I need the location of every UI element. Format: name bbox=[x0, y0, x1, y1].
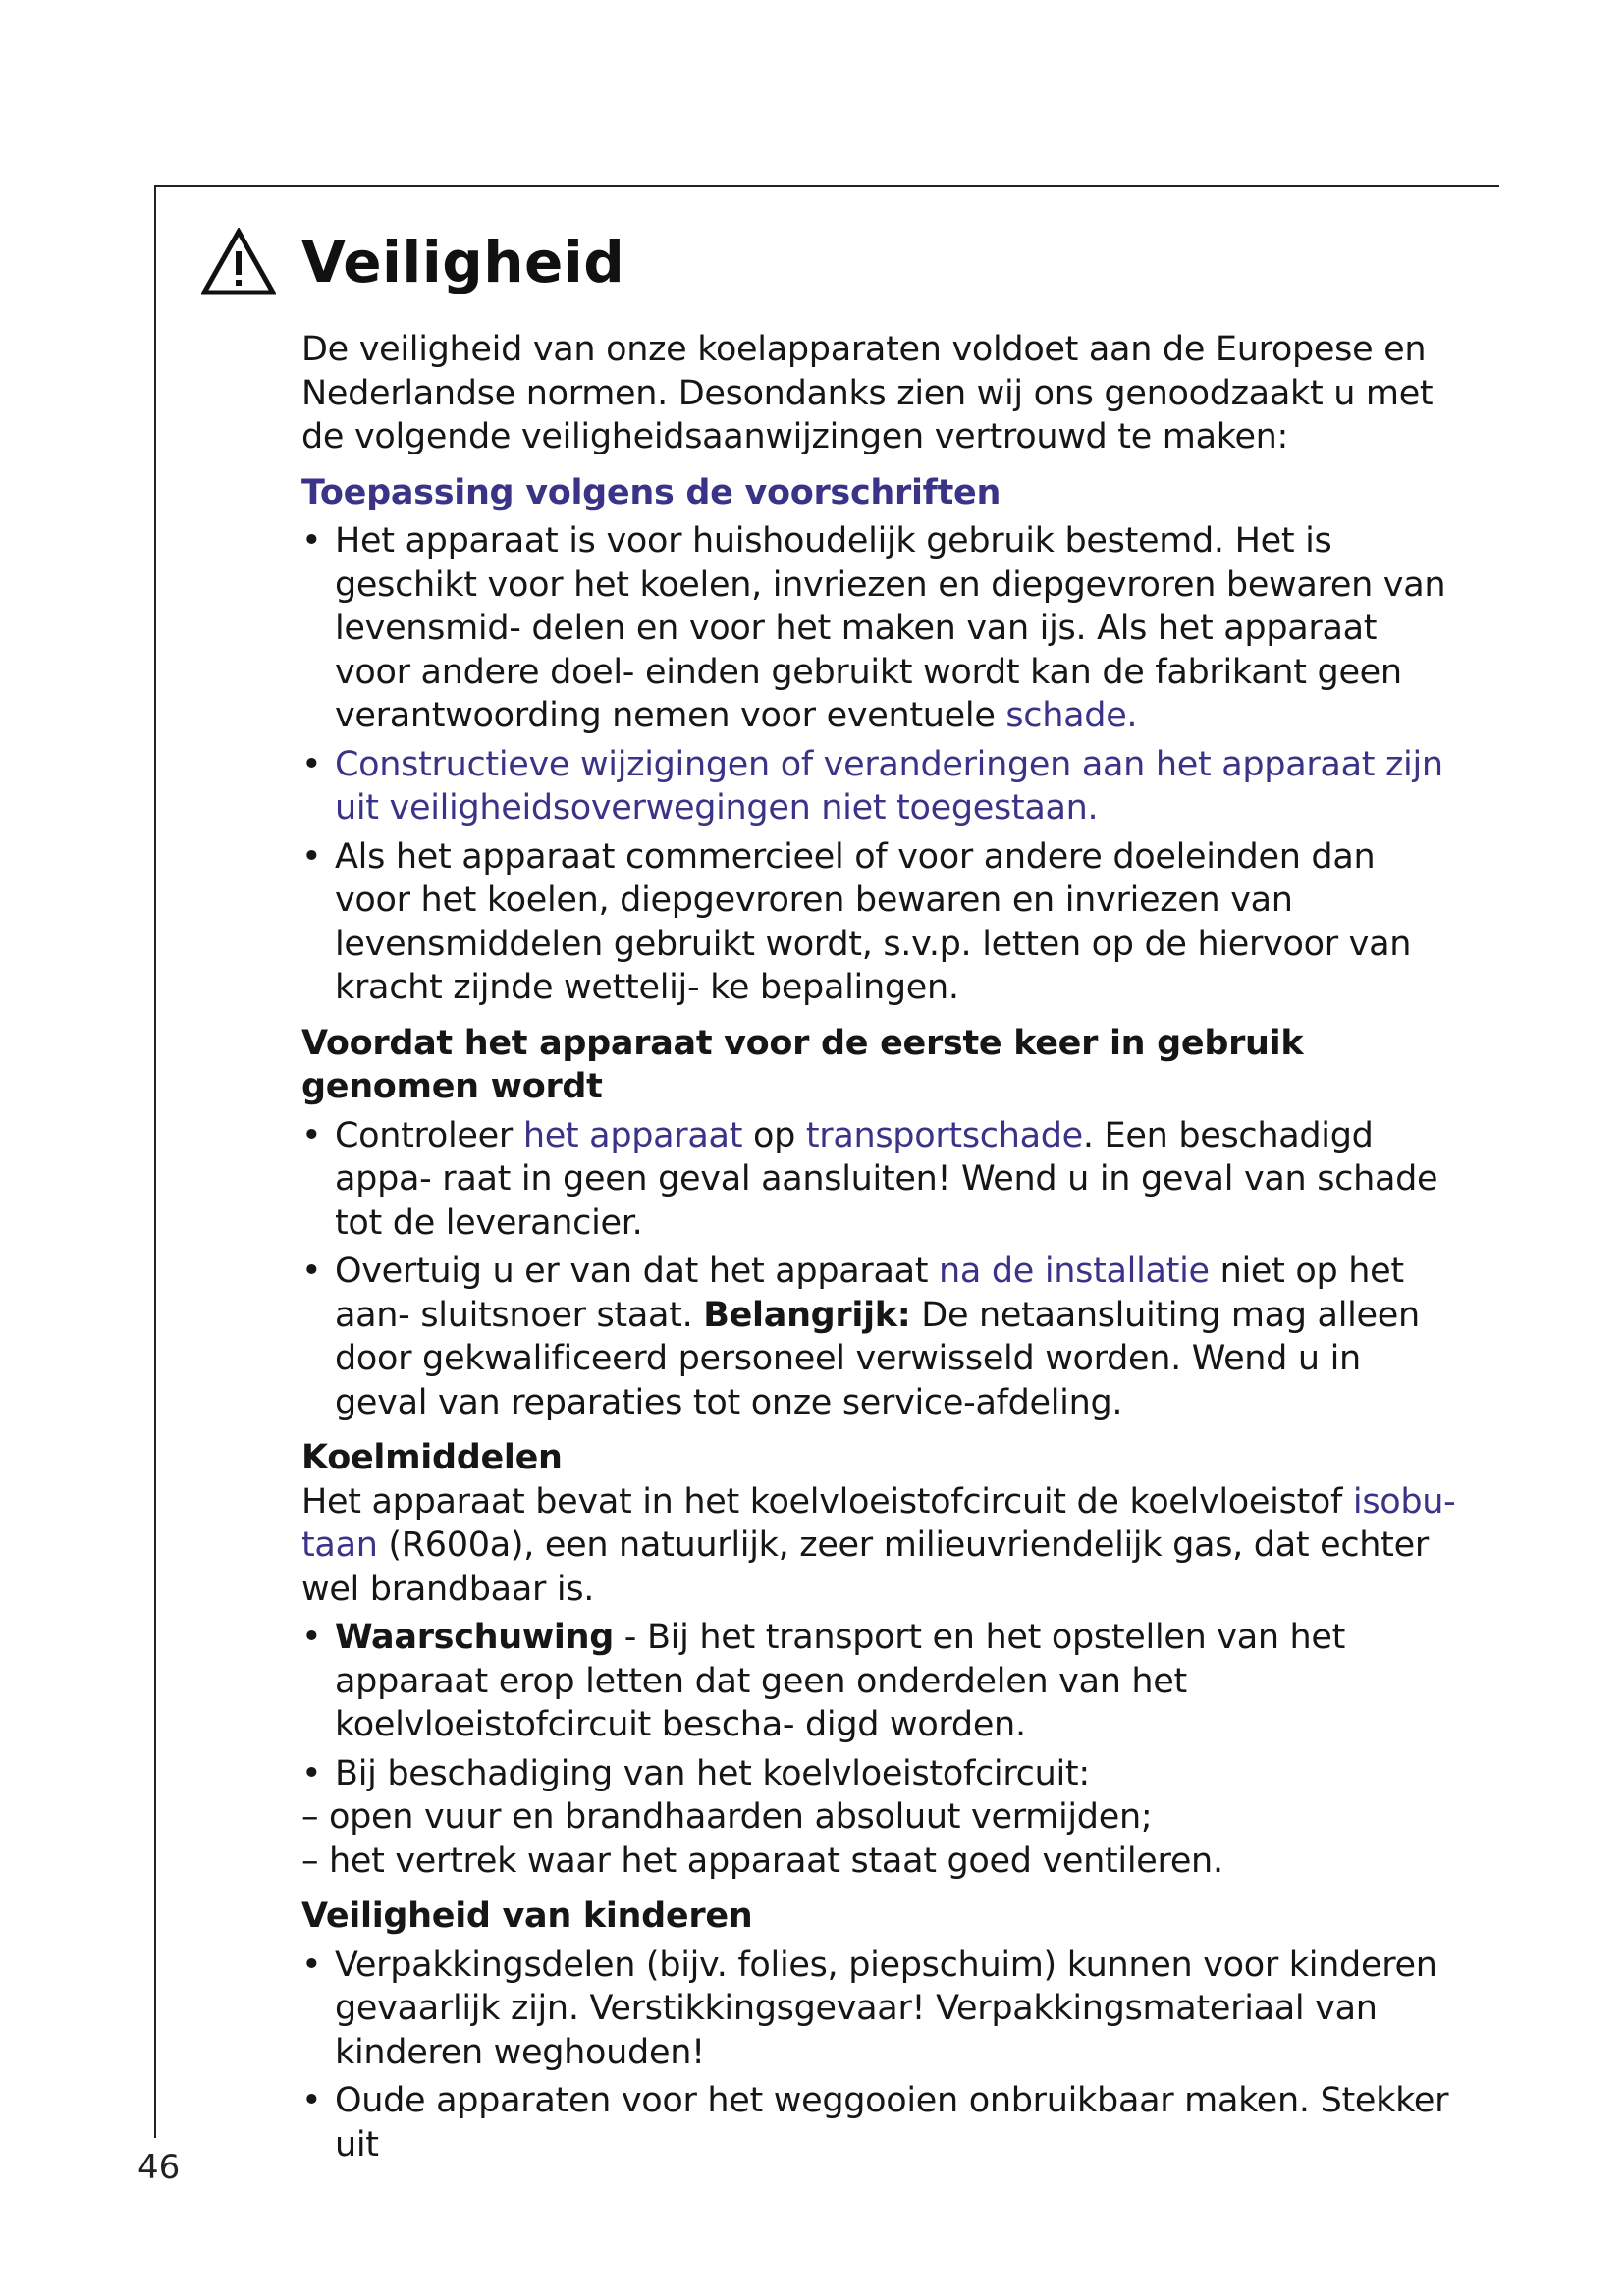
section-heading-children: Veiligheid van kinderen bbox=[301, 1896, 753, 1936]
bold-label: Waarschuwing bbox=[335, 1618, 614, 1657]
highlight-text: isobu- taan bbox=[301, 1481, 1456, 1565]
bold-label: Belangrijk: bbox=[703, 1295, 911, 1335]
list-item: • Controleer het apparaat op transportschade. Een beschadigd appa- raat in geen geval aansluiten! Wend u in geval van schade tot de leverancier. bbox=[301, 1115, 1438, 1243]
page-title: Veiligheid bbox=[301, 229, 625, 295]
highlight-text: transportschade bbox=[805, 1115, 1083, 1155]
bullet: • bbox=[301, 1252, 322, 1291]
list-item: • Het apparaat is voor huishoudelijk gebruik bestemd. Het is geschikt voor het koelen, invriezen en diepgevroren bewaren van levensmid- delen en voor het maken van ijs. Als het apparaat voor andere doel- einden gebruikt wordt kan de fabrikant geen verantwoording nemen voor eventuele schade. bbox=[301, 521, 1446, 735]
bullet: • bbox=[301, 521, 322, 561]
refrigerant-paragraph: Het apparaat bevat in het koelvloeistofcircuit de koelvloeistof isobu- taan (R600a), een natuurlijk, zeer milieuvriendelijk gas, dat echter wel brandbaar is. bbox=[301, 1481, 1456, 1609]
section-heading-first-use: Voordat het apparaat voor de eerste keer in gebruik genomen wordt bbox=[301, 1023, 1304, 1106]
content bbox=[301, 328, 1460, 2166]
first-use-list bbox=[301, 1114, 1460, 1425]
list-item bbox=[301, 743, 1460, 830]
highlight-text: Constructieve wijzigingen of veranderingen aan het apparaat zijn uit veiligheidsoverwegingen niet toegestaan. bbox=[335, 744, 1443, 828]
page-number: 46 bbox=[137, 2148, 181, 2187]
side-rule bbox=[154, 185, 156, 2138]
title-row bbox=[201, 228, 624, 296]
list-item: • Bij beschadiging van het koelvloeistofcircuit: bbox=[301, 1752, 1460, 1796]
highlight-text: schade. bbox=[1005, 696, 1138, 735]
top-rule bbox=[154, 185, 1499, 187]
bullet: • bbox=[301, 836, 322, 877]
warning-triangle-icon bbox=[201, 228, 276, 296]
list-item: • Verpakkingsdelen (bijv. folies, piepschuim) kunnen voor kinderen gevaarlijk zijn. Verstikkingsgevaar! Verpakkingsmateriaal van kinderen weghouden! bbox=[301, 1945, 1437, 2072]
children-list bbox=[301, 1944, 1460, 2167]
bullet: • bbox=[301, 1115, 322, 1155]
section-heading-usage: Toepassing volgens de voorschriften bbox=[301, 472, 1001, 512]
intro-paragraph: De veiligheid van onze koelapparaten voldoet aan de Europese en Nederlandse normen. Desondanks zien wij ons genoodzaakt u met de volgende veiligheidsaanwijzingen vertrouwd te maken: bbox=[301, 330, 1434, 456]
highlight-text: na de installatie bbox=[939, 1252, 1210, 1291]
section-heading-refrigerants: Koelmiddelen bbox=[301, 1438, 563, 1477]
bullet: • bbox=[301, 744, 322, 784]
list-item: • Overtuig u er van dat het apparaat na de installatie niet op het aan- sluitsnoer staat. Belangrijk: De netaansluiting mag alleen door gekwalificeerd personeel verwisseld worden. Wend u in geval van reparaties tot onze service-afdeling. bbox=[301, 1252, 1420, 1422]
bullet: • bbox=[301, 1618, 322, 1657]
bullet: • bbox=[301, 1945, 322, 1985]
list-item: • Waarschuwing - Bij het transport en het opstellen van het apparaat erop letten dat geen onderdelen van het koelvloeistofcircuit bescha- digd worden. bbox=[301, 1618, 1346, 1744]
bullet: • bbox=[301, 2081, 322, 2120]
refrigerant-list bbox=[301, 1616, 1460, 1795]
list-item: • Oude apparaten voor het weggooien onbruikbaar maken. Stekker uit bbox=[301, 2081, 1449, 2164]
dash-item: – open vuur en brandhaarden absoluut vermijden; bbox=[301, 1797, 1153, 1837]
bullet: • bbox=[301, 1753, 322, 1793]
highlight-text: het apparaat bbox=[522, 1115, 743, 1155]
list-item: • Als het apparaat commercieel of voor andere doeleinden dan voor het koelen, diepgevroren bewaren en invriezen van levensmiddelen gebruikt wordt, s.v.p. letten op de hiervoor van kracht zijnde wettelij- ke bepalingen. bbox=[301, 836, 1412, 1007]
dash-item: – het vertrek waar het apparaat staat goed ventileren. bbox=[301, 1841, 1223, 1881]
usage-list bbox=[301, 519, 1460, 1010]
